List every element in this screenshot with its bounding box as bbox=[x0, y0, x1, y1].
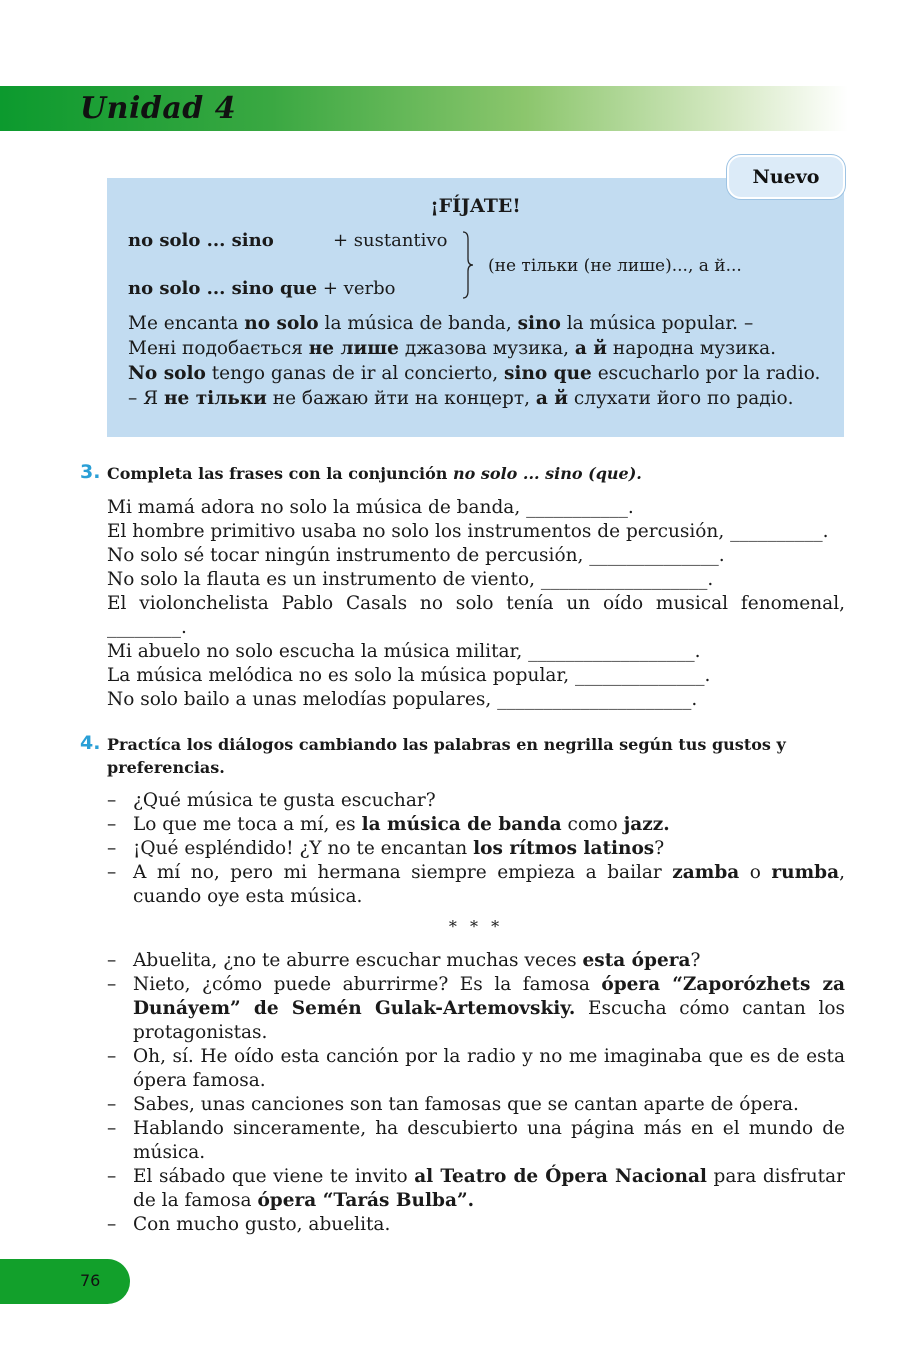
rule-1 bbox=[128, 230, 274, 251]
rule-translation: (не тільки (не лише)..., а й... bbox=[488, 256, 742, 276]
exercise-line: Mi abuelo no solo escucha la música militar, __________________. bbox=[107, 641, 701, 662]
exercise-line: La música melódica no es solo la música popular, ______________. bbox=[107, 665, 711, 686]
unit-title: Unidad 4 bbox=[80, 91, 237, 126]
exercise-line: Mi mamá adora no solo la música de banda, ___________. bbox=[107, 497, 634, 518]
example-line: – Я не тільки не бажаю йти на концерт, а й слухати його по радіо. bbox=[128, 388, 794, 409]
task-4-instruction: Practíca los diálogos cambiando las palabras en negrilla según tus gustos y preferencias. bbox=[107, 735, 786, 777]
page-number: 76 bbox=[80, 1271, 101, 1290]
task-3-instruction: Completa las frases con la conjunción no solo ... sino (que). bbox=[107, 464, 642, 483]
exercise-line: No solo la flauta es un instrumento de viento, __________________. bbox=[107, 569, 714, 590]
exercise-line: No solo bailo a unas melodías populares, _____________________. bbox=[107, 689, 698, 710]
example-line: Мені подобається не лише джазова музика, а й народна музика. bbox=[128, 338, 777, 359]
curly-brace-icon bbox=[462, 231, 474, 299]
exercise-line: ________. bbox=[107, 617, 187, 638]
dialog-line: – Oh, sí. He oído esta canción por la radio y no me imaginaba que es de esta ópera famosa. bbox=[107, 1046, 845, 1091]
dialog-line: – El sábado que viene te invito al Teatro de Ópera Nacional para disfrutar de la famosa ópera “Tarás Bulba”. bbox=[107, 1166, 845, 1211]
rule-2-pattern: no solo ... sino que bbox=[128, 278, 318, 299]
rule-2-complement: + verbo bbox=[322, 278, 396, 299]
rule-1-complement: + sustantivo bbox=[333, 230, 448, 251]
dialog-line: – A mí no, pero mi hermana siempre empieza a bailar zamba o rumba, cuando oye esta música. bbox=[107, 862, 845, 907]
dialog-line: – Nieto, ¿cómo puede aburrirme? Es la famosa ópera “Zaporózhets za Dunáyem” de Semén Gulak-Artemovskiy. Escucha cómo cantan los protagonistas. bbox=[107, 974, 845, 1043]
example-line: Me encanta no solo la música de banda, sino la música popular. – bbox=[128, 313, 754, 334]
dialog-line: – ¡Qué espléndido! ¿Y no te encantan los rítmos latinos? bbox=[107, 838, 665, 859]
dialog-line: – Lo que me toca a mí, es la música de banda como jazz. bbox=[107, 814, 670, 835]
rule-1-pattern: no solo ... sino bbox=[128, 230, 274, 251]
section-separator: * * * bbox=[448, 917, 504, 936]
dialog-line: – Abuelita, ¿no te aburre escuchar muchas veces esta ópera? bbox=[107, 950, 701, 971]
exercise-line: No solo sé tocar ningún instrumento de percusión, ______________. bbox=[107, 545, 725, 566]
dialog-line: – ¿Qué música te gusta escuchar? bbox=[107, 790, 436, 811]
dialog-line: – Con mucho gusto, abuelita. bbox=[107, 1214, 391, 1235]
task-4-number: 4. bbox=[80, 732, 101, 754]
dialog-line: – Sabes, unas canciones son tan famosas que se cantan aparte de ópera. bbox=[107, 1094, 799, 1115]
exercise-line: El violonchelista Pablo Casals no solo tenía un oído musical fenomenal, bbox=[107, 593, 845, 614]
page-number-tab bbox=[0, 1259, 130, 1304]
nuevo-tab: Nuevo bbox=[727, 155, 845, 199]
exercise-line: El hombre primitivo usaba no solo los instrumentos de percusión, __________. bbox=[107, 521, 829, 542]
example-line: No solo tengo ganas de ir al concierto, sino que escucharlo por la radio. bbox=[128, 363, 821, 384]
note-heading: ¡FÍJATE! bbox=[430, 195, 521, 217]
task-3-number: 3. bbox=[80, 461, 101, 483]
rule-2 bbox=[128, 278, 395, 299]
dialog-line: – Hablando sinceramente, ha descubierto una página más en el mundo de música. bbox=[107, 1118, 845, 1163]
